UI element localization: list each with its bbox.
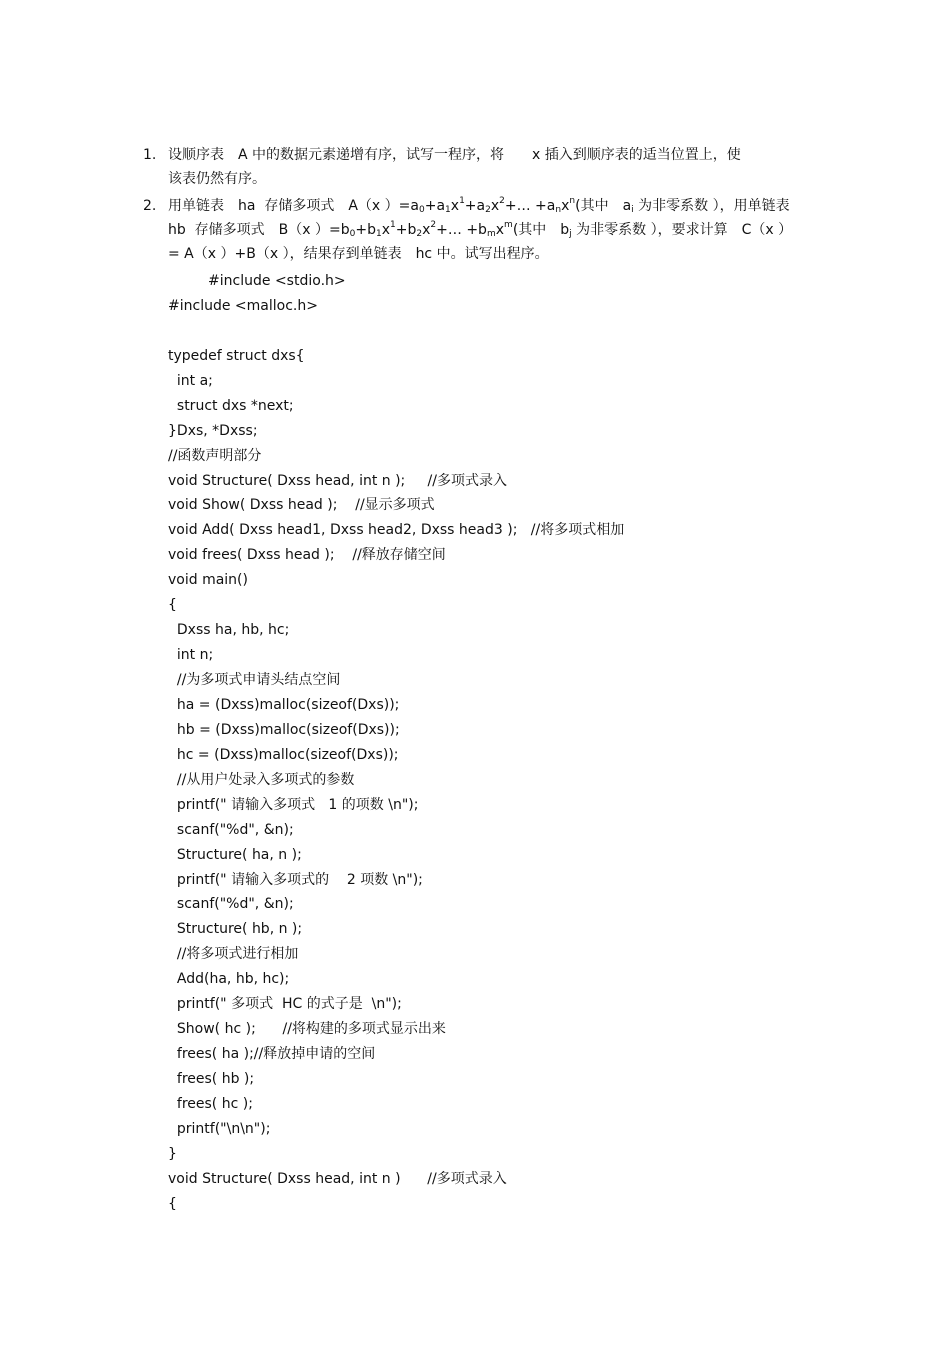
code-line: void Show( Dxss head ); //显示多项式	[168, 497, 435, 514]
code-line: int n;	[168, 647, 214, 664]
code-line: //将多项式进行相加	[168, 946, 299, 963]
code-line: #include <malloc.h>	[168, 297, 318, 314]
code-line: scanf("%d", &n);	[168, 821, 294, 838]
text-line: 该表仍然有序。	[168, 171, 266, 187]
formula-line-b: hb 存储多项式 B（x ）$=b_0+b_1x^1+b_2x^2+\dots +b_mx^m$(其中 $b_j$ 为非零系数 ），要求计算 C（x ）	[168, 220, 793, 239]
code-line: }Dxs, *Dxss;	[168, 422, 258, 439]
code-line: void main()	[168, 572, 248, 589]
code-line: void frees( Dxss head ); //释放存储空间	[168, 547, 446, 564]
question-text	[168, 194, 803, 266]
code-line: hc = (Dxss)malloc(sizeof(Dxs));	[168, 746, 399, 763]
code-line: ha = (Dxss)malloc(sizeof(Dxs));	[168, 696, 400, 713]
question-text	[168, 143, 803, 191]
code-line	[168, 319, 808, 344]
code-line: Show( hc ); //将构建的多项式显示出来	[168, 1021, 446, 1038]
code-line: Add(ha, hb, hc);	[168, 971, 290, 988]
code-line: void Add( Dxss head1, Dxss head2, Dxss head3 ); //将多项式相加	[168, 522, 625, 539]
code-line: //函数声明部分	[168, 447, 262, 464]
code-line: //为多项式申请头结点空间	[168, 672, 341, 688]
code-line: void Structure( Dxss head, int n ); //多项式录入	[168, 472, 507, 489]
code-line: frees( hc );	[168, 1095, 253, 1112]
code-line: void Structure( Dxss head, int n ) //多项式录入	[168, 1170, 507, 1187]
code-line: Structure( ha, n );	[168, 846, 302, 863]
question-number: 1.	[143, 147, 157, 163]
code-line: hb = (Dxss)malloc(sizeof(Dxs));	[168, 721, 400, 738]
code-line: frees( ha );//释放掉申请的空间	[168, 1046, 376, 1063]
code-line: frees( hb );	[168, 1071, 255, 1087]
code-line: printf("\n\n");	[168, 1120, 271, 1137]
code-line: //从用户处录入多项式的参数	[168, 771, 355, 788]
code-line: {	[168, 1195, 177, 1212]
code-listing	[168, 269, 808, 1217]
code-line: printf(" 请输入多项式 1 的项数 \n");	[168, 796, 419, 813]
code-line: scanf("%d", &n);	[168, 896, 294, 913]
text-line: 设顺序表 A 中的数据元素递增有序，试写一程序，将 x 插入到顺序表的适当位置上，使	[168, 147, 741, 163]
code-line: struct dxs *next;	[168, 397, 294, 414]
code-line: Dxss ha, hb, hc;	[168, 622, 290, 639]
code-line: typedef struct dxs{	[168, 347, 305, 364]
question-number: 2.	[143, 198, 157, 214]
code-line: }	[168, 1145, 177, 1162]
code-line: Structure( hb, n );	[168, 921, 303, 938]
formula-line-a: 用单链表 ha 存储多项式 A（x ）$=a_0+a_1x^1+a_2x^2+\dots +a_nx^n$(其中 $a_i$ 为非零系数 ），用单链表	[168, 196, 790, 215]
code-line: printf(" 请输入多项式的 2 项数 \n");	[168, 871, 423, 888]
code-line: int a;	[168, 372, 213, 389]
code-line: printf(" 多项式 HC 的式子是 \n");	[168, 996, 402, 1013]
code-line: #include <stdio.h>	[168, 273, 346, 289]
code-line: {	[168, 597, 177, 614]
text-line: = A（x ）+B（x ），结果存到单链表 hc 中。试写出程序。	[168, 246, 549, 262]
